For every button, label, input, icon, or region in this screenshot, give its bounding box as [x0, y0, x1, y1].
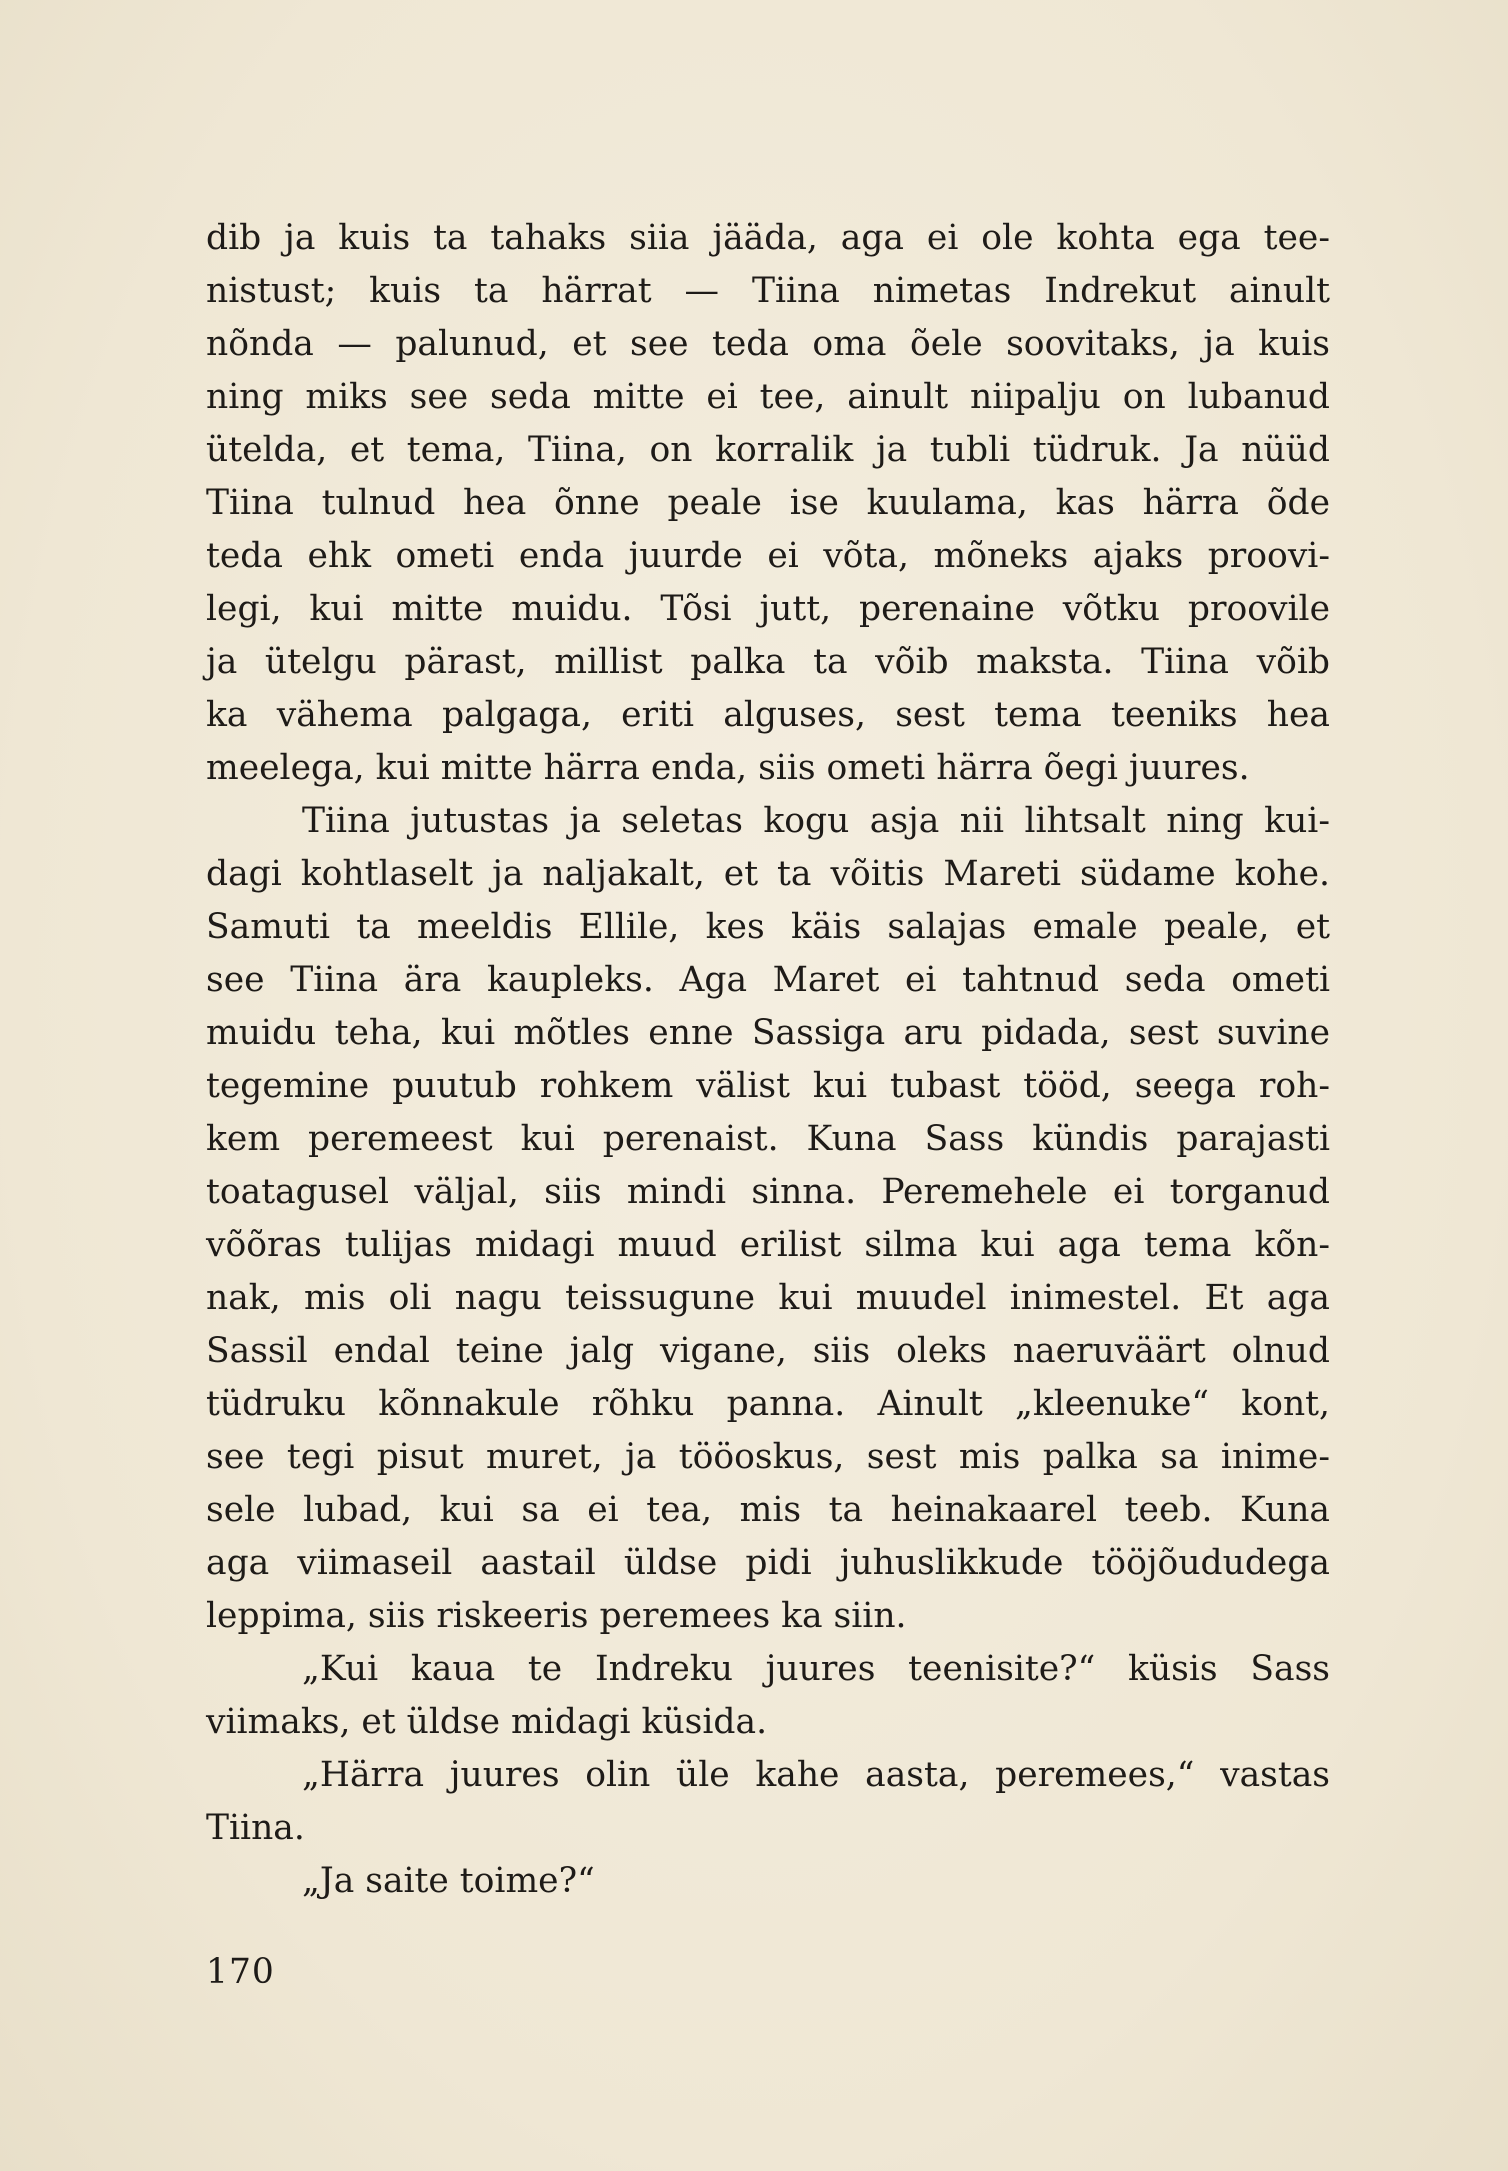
text-line: toatagusel väljal, siis mindi sinna. Peremehele ei torganud: [206, 1172, 1330, 1212]
text-line: see Tiina ära kaupleks. Aga Maret ei tahtnud seda ometi: [206, 960, 1330, 1000]
text-line: see tegi pisut muret, ja tööoskus, sest mis palka sa inime-: [206, 1437, 1330, 1477]
text-line: „Härra juures olin üle kahe aasta, peremees,“ vastas: [302, 1755, 1330, 1795]
text-line: sele lubad, kui sa ei tea, mis ta heinakaarel teeb. Kuna: [206, 1490, 1330, 1530]
text-line: dagi kohtlaselt ja naljakalt, et ta võitis Mareti südame kohe.: [206, 854, 1330, 894]
text-line: tegemine puutub rohkem välist kui tubast tööd, seega roh-: [206, 1066, 1330, 1106]
text-line: Tiina tulnud hea õnne peale ise kuulama, kas härra õde: [206, 483, 1330, 523]
text-line: võõras tulijas midagi muud erilist silma kui aga tema kõn-: [206, 1225, 1330, 1265]
text-line: muidu teha, kui mõtles enne Sassiga aru pidada, sest suvine: [206, 1013, 1330, 1053]
body-text: [206, 212, 1330, 1908]
text-line: viimaks, et üldse midagi küsida.: [206, 1702, 768, 1742]
page-number: 170: [206, 1952, 275, 1992]
text-line: meelega, kui mitte härra enda, siis ometi härra õegi juures.: [206, 748, 1250, 788]
text-line: nak, mis oli nagu teissugune kui muudel inimestel. Et aga: [206, 1278, 1330, 1318]
text-line: tüdruku kõnnakule rõhku panna. Ainult „kleenuke“ kont,: [206, 1384, 1330, 1424]
text-line: nistust; kuis ta härrat — Tiina nimetas Indrekut ainult: [206, 271, 1330, 311]
text-line: Samuti ta meeldis Ellile, kes käis salajas emale peale, et: [206, 907, 1330, 947]
text-line: ja ütelgu pärast, millist palka ta võib maksta. Tiina võib: [206, 642, 1330, 682]
text-line: „Kui kaua te Indreku juures teenisite?“ küsis Sass: [302, 1649, 1330, 1689]
text-line: Sassil endal teine jalg vigane, siis oleks naeruväärt olnud: [206, 1331, 1330, 1371]
text-line: kem peremeest kui perenaist. Kuna Sass kündis parajasti: [206, 1119, 1330, 1159]
text-line: legi, kui mitte muidu. Tõsi jutt, perenaine võtku proovile: [206, 589, 1330, 629]
text-line: ning miks see seda mitte ei tee, ainult niipalju on lubanud: [206, 377, 1330, 417]
text-line: teda ehk ometi enda juurde ei võta, mõneks ajaks proovi-: [206, 536, 1330, 576]
text-line: „Ja saite toime?“: [302, 1861, 595, 1901]
text-line: leppima, siis riskeeris peremees ka siin.: [206, 1596, 907, 1636]
text-line: Tiina jutustas ja seletas kogu asja nii lihtsalt ning kui-: [302, 801, 1330, 841]
text-line: ka vähema palgaga, eriti alguses, sest tema teeniks hea: [206, 695, 1330, 735]
text-line: nõnda — palunud, et see teda oma õele soovitaks, ja kuis: [206, 324, 1330, 364]
text-line: dib ja kuis ta tahaks siia jääda, aga ei ole kohta ega tee-: [206, 218, 1330, 258]
text-line: aga viimaseil aastail üldse pidi juhuslikkude tööjõududega: [206, 1543, 1330, 1583]
text-line: Tiina.: [206, 1808, 305, 1848]
text-line: ütelda, et tema, Tiina, on korralik ja tubli tüdruk. Ja nüüd: [206, 430, 1330, 470]
